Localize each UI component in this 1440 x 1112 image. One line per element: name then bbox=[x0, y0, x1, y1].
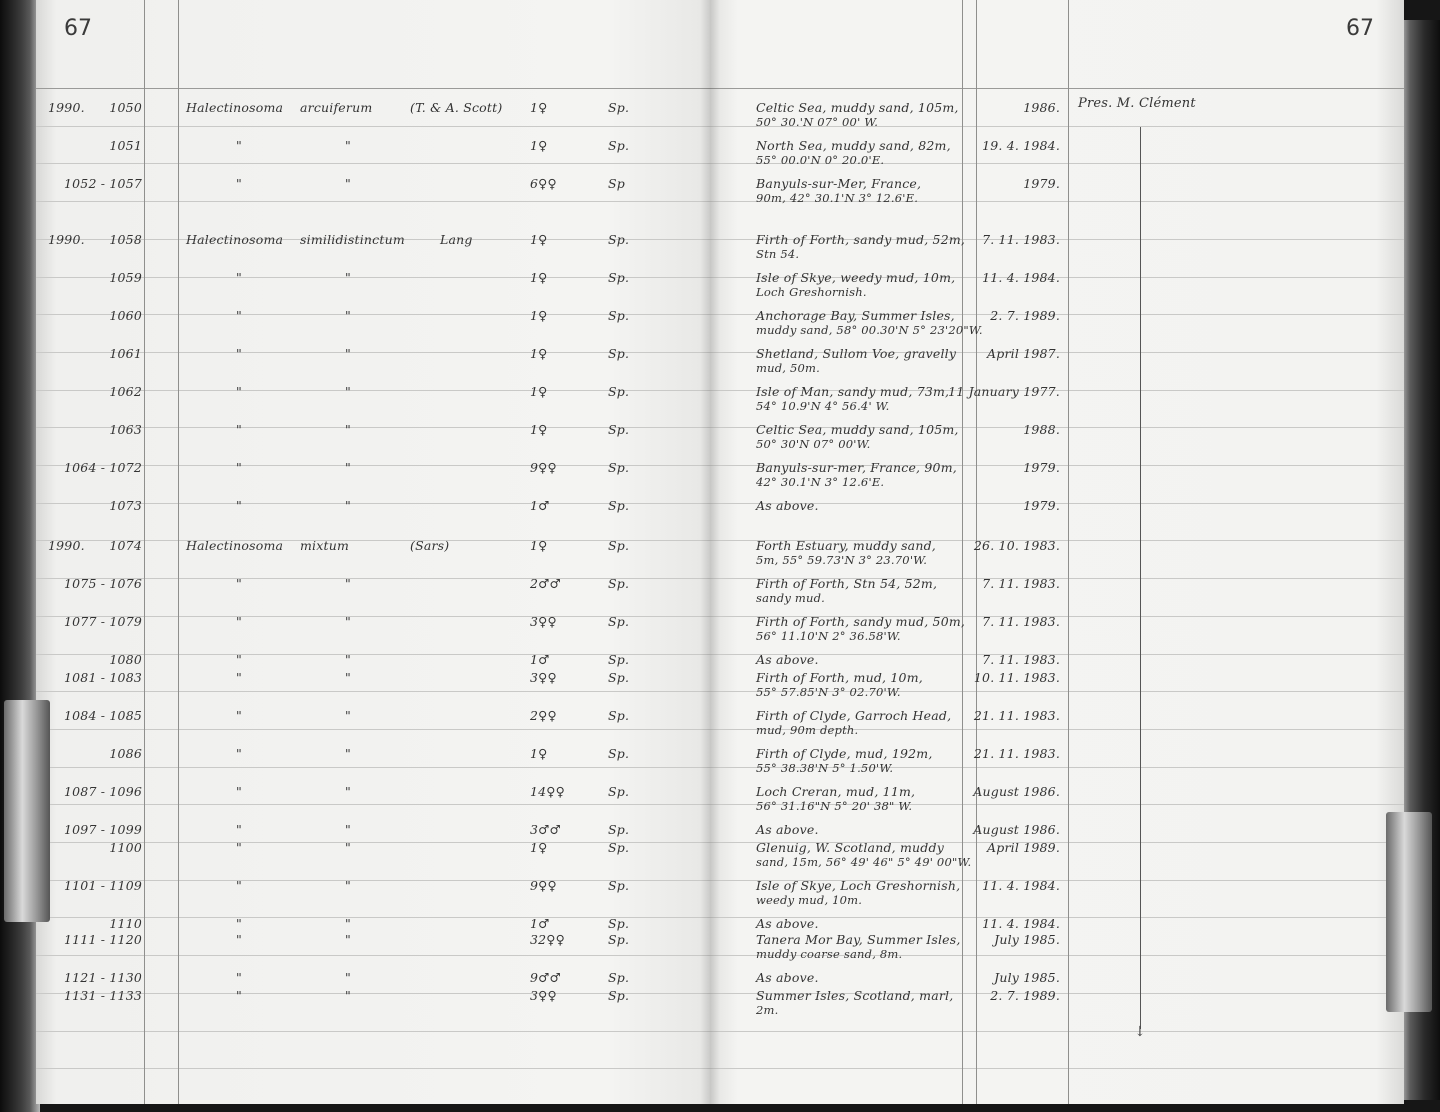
genus-name: " bbox=[236, 576, 242, 591]
ditto-arrow-line bbox=[1140, 127, 1141, 1029]
locality-line-2: 50° 30'N 07° 00'W. bbox=[756, 437, 871, 451]
locality-line-2: 56° 11.10'N 2° 36.58'W. bbox=[756, 629, 901, 643]
register-number: 1081 - 1083 bbox=[64, 670, 142, 685]
locality-line-2: 5m, 55° 59.73'N 3° 23.70'W. bbox=[756, 553, 928, 567]
genus-name: " bbox=[236, 270, 242, 285]
register-number: 1097 - 1099 bbox=[64, 822, 142, 837]
left-page-number: 67 bbox=[64, 16, 92, 41]
locality-line-1: Anchorage Bay, Summer Isles, bbox=[756, 308, 955, 323]
locality-line-2: Loch Greshornish. bbox=[756, 285, 867, 299]
register-number: 1111 - 1120 bbox=[64, 932, 142, 947]
genus-name: " bbox=[236, 988, 242, 1003]
specimen-type: Sp. bbox=[608, 840, 630, 855]
collection-date: August 1986. bbox=[973, 784, 1060, 799]
locality-line-1: As above. bbox=[756, 498, 819, 513]
genus-name: Halectinosoma bbox=[186, 538, 284, 553]
locality-line-1: Loch Creran, mud, 11m, bbox=[756, 784, 916, 799]
specimen-type: Sp. bbox=[608, 784, 630, 799]
species-epithet: similidistinctum bbox=[300, 232, 405, 247]
locality-line-2: 2m. bbox=[756, 1003, 779, 1017]
genus-name: " bbox=[236, 822, 242, 837]
species-epithet: " bbox=[345, 784, 351, 799]
column-rule bbox=[178, 0, 179, 1104]
genus-name: Halectinosoma bbox=[186, 100, 284, 115]
specimen-type: Sp. bbox=[608, 970, 630, 985]
register-number: 1060 bbox=[109, 308, 142, 323]
genus-name: " bbox=[236, 384, 242, 399]
collection-date: 7. 11. 1983. bbox=[982, 652, 1060, 667]
column-rule bbox=[144, 0, 145, 1104]
species-epithet: " bbox=[345, 614, 351, 629]
locality-line-1: As above. bbox=[756, 822, 819, 837]
specimen-type: Sp. bbox=[608, 822, 630, 837]
register-number: 1074 bbox=[109, 538, 142, 553]
collection-date: April 1987. bbox=[987, 346, 1060, 361]
collection-date: July 1985. bbox=[994, 970, 1060, 985]
specimen-type: Sp. bbox=[608, 708, 630, 723]
specimen-type: Sp. bbox=[608, 746, 630, 761]
specimen-count: 1♀ bbox=[530, 422, 548, 437]
locality-line-1: Celtic Sea, muddy sand, 105m, bbox=[756, 100, 959, 115]
genus-name: " bbox=[236, 460, 242, 475]
genus-name: " bbox=[236, 746, 242, 761]
specimen-type: Sp. bbox=[608, 652, 630, 667]
species-epithet: " bbox=[345, 988, 351, 1003]
specimen-type: Sp. bbox=[608, 988, 630, 1003]
species-epithet: " bbox=[345, 746, 351, 761]
species-epithet: " bbox=[345, 270, 351, 285]
register-number: 1062 bbox=[109, 384, 142, 399]
specimen-count: 1♀ bbox=[530, 100, 548, 115]
specimen-type: Sp. bbox=[608, 670, 630, 685]
species-epithet: " bbox=[345, 384, 351, 399]
right-page-number: 67 bbox=[1346, 16, 1374, 41]
species-epithet: " bbox=[345, 308, 351, 323]
locality-line-1: Firth of Forth, Stn 54, 52m, bbox=[756, 576, 938, 591]
register-number: 1051 bbox=[109, 138, 142, 153]
species-epithet: " bbox=[345, 670, 351, 685]
ruled-line bbox=[36, 767, 710, 768]
register-number: 1121 - 1130 bbox=[64, 970, 142, 985]
register-number: 1050 bbox=[109, 100, 142, 115]
locality-line-2: 55° 38.38'N 5° 1.50'W. bbox=[756, 761, 894, 775]
collection-date: 7. 11. 1983. bbox=[982, 576, 1060, 591]
collection-date: 1979. bbox=[1023, 460, 1060, 475]
locality-line-1: Shetland, Sullom Voe, gravelly bbox=[756, 346, 957, 361]
genus-name: Halectinosoma bbox=[186, 232, 284, 247]
locality-line-1: Banyuls-sur-mer, France, 90m, bbox=[756, 460, 957, 475]
register-number: 1110 bbox=[109, 916, 142, 931]
ruled-line bbox=[36, 804, 710, 805]
locality-line-1: Isle of Skye, Loch Greshornish, bbox=[756, 878, 961, 893]
collection-date: 11 January 1977. bbox=[948, 384, 1060, 399]
specimen-count: 2♂♂ bbox=[530, 576, 561, 591]
specimen-count: 1♀ bbox=[530, 270, 548, 285]
species-epithet: " bbox=[345, 822, 351, 837]
register-number: 1058 bbox=[109, 232, 142, 247]
right-index-tab bbox=[1386, 812, 1432, 1012]
year-cell: 1990. bbox=[48, 538, 85, 553]
arrow-down-icon: ↓ bbox=[1134, 1024, 1146, 1040]
specimen-type: Sp. bbox=[608, 460, 630, 475]
genus-name: " bbox=[236, 176, 242, 191]
ruled-line bbox=[36, 88, 710, 89]
collection-date: 10. 11. 1983. bbox=[973, 670, 1060, 685]
year-cell: 1990. bbox=[48, 232, 85, 247]
register-number: 1059 bbox=[109, 270, 142, 285]
genus-name: " bbox=[236, 840, 242, 855]
species-epithet: " bbox=[345, 708, 351, 723]
specimen-count: 1♀ bbox=[530, 346, 548, 361]
specimen-count: 1♂ bbox=[530, 498, 550, 513]
specimen-count: 3♀♀ bbox=[530, 988, 557, 1003]
specimen-count: 3♂♂ bbox=[530, 822, 561, 837]
specimen-type: Sp. bbox=[608, 384, 630, 399]
species-author: (T. & A. Scott) bbox=[410, 100, 503, 115]
specimen-count: 6♀♀ bbox=[530, 176, 557, 191]
recorder-note: Pres. M. Clément bbox=[1078, 96, 1196, 111]
ruled-line bbox=[36, 955, 710, 956]
specimen-type: Sp. bbox=[608, 270, 630, 285]
genus-name: " bbox=[236, 422, 242, 437]
register-number: 1101 - 1109 bbox=[64, 878, 142, 893]
collection-date: 2. 7. 1989. bbox=[990, 308, 1060, 323]
genus-name: " bbox=[236, 708, 242, 723]
species-epithet: " bbox=[345, 138, 351, 153]
genus-name: " bbox=[236, 138, 242, 153]
species-epithet: " bbox=[345, 346, 351, 361]
collection-date: 7. 11. 1983. bbox=[982, 232, 1060, 247]
locality-line-1: Isle of Man, sandy mud, 73m, bbox=[756, 384, 950, 399]
species-epithet: " bbox=[345, 840, 351, 855]
locality-line-2: muddy coarse sand, 8m. bbox=[756, 947, 903, 961]
ruled-line bbox=[36, 729, 710, 730]
species-epithet: " bbox=[345, 576, 351, 591]
register-number: 1073 bbox=[109, 498, 142, 513]
specimen-count: 32♀♀ bbox=[530, 932, 565, 947]
page-gutter bbox=[700, 0, 720, 1104]
specimen-count: 9♀♀ bbox=[530, 878, 557, 893]
specimen-type: Sp. bbox=[608, 138, 630, 153]
locality-line-1: Firth of Forth, mud, 10m, bbox=[756, 670, 923, 685]
species-epithet: " bbox=[345, 878, 351, 893]
specimen-type: Sp. bbox=[608, 614, 630, 629]
species-epithet: " bbox=[345, 460, 351, 475]
ruled-line bbox=[710, 1068, 1404, 1069]
register-number: 1063 bbox=[109, 422, 142, 437]
register-number: 1064 - 1072 bbox=[64, 460, 142, 475]
specimen-count: 1♂ bbox=[530, 652, 550, 667]
specimen-count: 1♀ bbox=[530, 538, 548, 553]
locality-line-2: 55° 00.0'N 0° 20.0'E. bbox=[756, 153, 885, 167]
genus-name: " bbox=[236, 670, 242, 685]
genus-name: " bbox=[236, 614, 242, 629]
locality-line-1: Tanera Mor Bay, Summer Isles, bbox=[756, 932, 961, 947]
specimen-count: 1♀ bbox=[530, 232, 548, 247]
locality-line-1: Firth of Clyde, Garroch Head, bbox=[756, 708, 952, 723]
locality-line-2: muddy sand, 58° 00.30'N 5° 23'20"W. bbox=[756, 323, 983, 337]
register-number: 1131 - 1133 bbox=[64, 988, 142, 1003]
collection-date: August 1986. bbox=[973, 822, 1060, 837]
locality-line-2: sand, 15m, 56° 49' 46" 5° 49' 00"W. bbox=[756, 855, 972, 869]
species-author: (Sars) bbox=[410, 538, 450, 553]
register-number: 1077 - 1079 bbox=[64, 614, 142, 629]
specimen-type: Sp bbox=[608, 176, 625, 191]
genus-name: " bbox=[236, 916, 242, 931]
specimen-count: 9♂♂ bbox=[530, 970, 561, 985]
specimen-type: Sp. bbox=[608, 346, 630, 361]
register-number: 1087 - 1096 bbox=[64, 784, 142, 799]
locality-line-1: As above. bbox=[756, 916, 819, 931]
collection-date: 11. 4. 1984. bbox=[982, 916, 1060, 931]
genus-name: " bbox=[236, 308, 242, 323]
collection-date: 1986. bbox=[1023, 100, 1060, 115]
collection-date: 7. 11. 1983. bbox=[982, 614, 1060, 629]
species-epithet: " bbox=[345, 422, 351, 437]
specimen-count: 3♀♀ bbox=[530, 670, 557, 685]
locality-line-2: weedy mud, 10m. bbox=[756, 893, 863, 907]
register-number: 1084 - 1085 bbox=[64, 708, 142, 723]
genus-name: " bbox=[236, 346, 242, 361]
specimen-type: Sp. bbox=[608, 232, 630, 247]
register-number: 1061 bbox=[109, 346, 142, 361]
genus-name: " bbox=[236, 652, 242, 667]
locality-line-2: mud, 90m depth. bbox=[756, 723, 859, 737]
collection-date: 2. 7. 1989. bbox=[990, 988, 1060, 1003]
locality-line-1: Firth of Forth, sandy mud, 50m, bbox=[756, 614, 966, 629]
register-number: 1075 - 1076 bbox=[64, 576, 142, 591]
left-binding bbox=[0, 0, 40, 1112]
register-number: 1100 bbox=[109, 840, 142, 855]
specimen-count: 9♀♀ bbox=[530, 460, 557, 475]
locality-line-1: Firth of Forth, sandy mud, 52m, bbox=[756, 232, 966, 247]
species-epithet: " bbox=[345, 916, 351, 931]
genus-name: " bbox=[236, 878, 242, 893]
specimen-count: 1♀ bbox=[530, 138, 548, 153]
collection-date: 19. 4. 1984. bbox=[982, 138, 1060, 153]
year-cell: 1990. bbox=[48, 100, 85, 115]
locality-line-2: 42° 30.1'N 3° 12.6'E. bbox=[756, 475, 885, 489]
locality-line-1: Isle of Skye, weedy mud, 10m, bbox=[756, 270, 956, 285]
species-epithet: arcuiferum bbox=[300, 100, 373, 115]
species-epithet: " bbox=[345, 498, 351, 513]
species-epithet: " bbox=[345, 932, 351, 947]
locality-line-1: Firth of Clyde, mud, 192m, bbox=[756, 746, 933, 761]
species-epithet: mixtum bbox=[300, 538, 350, 553]
species-epithet: " bbox=[345, 970, 351, 985]
ruled-line bbox=[36, 126, 710, 127]
species-epithet: " bbox=[345, 652, 351, 667]
specimen-type: Sp. bbox=[608, 538, 630, 553]
locality-line-1: Celtic Sea, muddy sand, 105m, bbox=[756, 422, 959, 437]
register-number: 1086 bbox=[109, 746, 142, 761]
left-index-tab bbox=[4, 700, 50, 922]
locality-line-2: 56° 31.16"N 5° 20' 38" W. bbox=[756, 799, 913, 813]
ruled-line bbox=[36, 163, 710, 164]
locality-line-1: Banyuls-sur-Mer, France, bbox=[756, 176, 922, 191]
species-epithet: " bbox=[345, 176, 351, 191]
collection-date: 1988. bbox=[1023, 422, 1060, 437]
specimen-count: 14♀♀ bbox=[530, 784, 565, 799]
locality-line-1: As above. bbox=[756, 970, 819, 985]
specimen-count: 1♀ bbox=[530, 308, 548, 323]
locality-line-2: 55° 57.85'N 3° 02.70'W. bbox=[756, 685, 901, 699]
register-number: 1052 - 1057 bbox=[64, 176, 142, 191]
column-rule bbox=[1068, 0, 1069, 1104]
locality-line-1: Forth Estuary, muddy sand, bbox=[756, 538, 936, 553]
species-author: Lang bbox=[440, 232, 473, 247]
collection-date: 21. 11. 1983. bbox=[973, 746, 1060, 761]
locality-line-2: mud, 50m. bbox=[756, 361, 820, 375]
locality-line-1: North Sea, muddy sand, 82m, bbox=[756, 138, 951, 153]
ruled-line bbox=[36, 691, 710, 692]
collection-date: April 1989. bbox=[987, 840, 1060, 855]
collection-date: 11. 4. 1984. bbox=[982, 270, 1060, 285]
specimen-type: Sp. bbox=[608, 498, 630, 513]
genus-name: " bbox=[236, 784, 242, 799]
collection-date: 11. 4. 1984. bbox=[982, 878, 1060, 893]
register-number: 1080 bbox=[109, 652, 142, 667]
ruled-line bbox=[36, 201, 710, 202]
ruled-line bbox=[710, 1031, 1404, 1032]
specimen-type: Sp. bbox=[608, 916, 630, 931]
genus-name: " bbox=[236, 970, 242, 985]
specimen-count: 1♀ bbox=[530, 746, 548, 761]
specimen-type: Sp. bbox=[608, 932, 630, 947]
collection-date: 1979. bbox=[1023, 498, 1060, 513]
specimen-type: Sp. bbox=[608, 576, 630, 591]
ruled-line bbox=[36, 1068, 710, 1069]
specimen-count: 2♀♀ bbox=[530, 708, 557, 723]
collection-date: 26. 10. 1983. bbox=[973, 538, 1060, 553]
locality-line-1: Summer Isles, Scotland, marl, bbox=[756, 988, 954, 1003]
locality-line-1: Glenuig, W. Scotland, muddy bbox=[756, 840, 944, 855]
ruled-line bbox=[710, 88, 1404, 89]
ruled-line bbox=[36, 1031, 710, 1032]
collection-date: 21. 11. 1983. bbox=[973, 708, 1060, 723]
locality-line-2: 90m, 42° 30.1'N 3° 12.6'E. bbox=[756, 191, 919, 205]
locality-line-2: Stn 54. bbox=[756, 247, 800, 261]
locality-line-2: 50° 30.'N 07° 00' W. bbox=[756, 115, 879, 129]
specimen-count: 1♀ bbox=[530, 384, 548, 399]
genus-name: " bbox=[236, 932, 242, 947]
specimen-type: Sp. bbox=[608, 422, 630, 437]
locality-line-2: 54° 10.9'N 4° 56.4' W. bbox=[756, 399, 890, 413]
collection-date: 1979. bbox=[1023, 176, 1060, 191]
specimen-type: Sp. bbox=[608, 308, 630, 323]
collection-date: July 1985. bbox=[994, 932, 1060, 947]
column-rule bbox=[962, 0, 963, 1104]
specimen-count: 3♀♀ bbox=[530, 614, 557, 629]
specimen-count: 1♀ bbox=[530, 840, 548, 855]
specimen-type: Sp. bbox=[608, 100, 630, 115]
specimen-count: 1♂ bbox=[530, 916, 550, 931]
specimen-type: Sp. bbox=[608, 878, 630, 893]
locality-line-1: As above. bbox=[756, 652, 819, 667]
genus-name: " bbox=[236, 498, 242, 513]
locality-line-2: sandy mud. bbox=[756, 591, 826, 605]
